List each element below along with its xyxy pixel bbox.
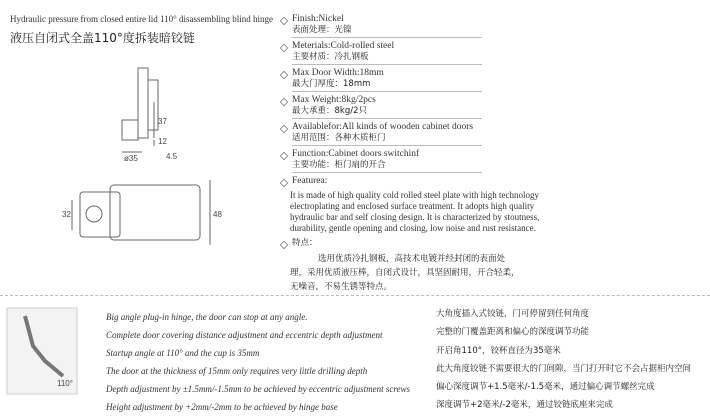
- hinge-angle-thumbnail: [5, 306, 80, 398]
- spec-row-available: [280, 122, 700, 146]
- features-label-cn: 特点：: [292, 238, 318, 248]
- features-label-en: Featurea:: [292, 176, 328, 186]
- dim-label-35: ø35: [124, 154, 138, 163]
- dim-label-45: 4.5: [166, 152, 178, 161]
- spec-cn: 表面处理：光镍: [292, 25, 352, 35]
- angle-label: 110°: [57, 379, 73, 388]
- spec-en: Meterials:Cold-rolled steel: [292, 41, 395, 51]
- note-cn-item: 此大角度铰链不需要很大的门间隙，当门打开时它不会占据柜内空间: [436, 363, 692, 374]
- spec-cn: 适用范围：各种木质柜门: [292, 133, 386, 143]
- spec-cn: 主要材质：冷扎钢板: [292, 52, 369, 62]
- spec-en: Availablefor:All kinds of wooden cabinet doors: [292, 122, 474, 132]
- bullet-icon: [280, 71, 288, 79]
- note-en-item: Depth adjustment by ±1.5mm/-1.5mm to be achieved by eccentric adjustment screws: [106, 384, 411, 394]
- bullet-icon: [280, 98, 288, 106]
- hinge-cup-outline: [122, 120, 138, 140]
- bullet-icon: [280, 125, 288, 133]
- bullet-icon: [280, 241, 288, 249]
- spec-en: Max Door Width:18mm: [292, 68, 384, 78]
- dim-label-48: 48: [213, 210, 222, 219]
- spec-en: Max Weight:8kg/2pcs: [292, 95, 376, 105]
- spec-en: Function:Cabinet doors switchinf: [292, 149, 420, 159]
- cup-circle: [86, 206, 102, 222]
- features-body-en: It is made of high quality cold rolled steel plate with high technology electroplating and enclosed surface treatment. It adopts high quality hydraulic bar and self closing design. It is characterized by stoutness, durability, gentle opening and closing, low noise and rust resistance.: [290, 190, 540, 233]
- hinge-side-view-drawing: [100, 60, 280, 170]
- note-en-item: The door at the thickness of 15mm only requires very little drilling depth: [106, 366, 368, 376]
- door-panel-outline: [138, 68, 148, 138]
- hinge-plan-view-drawing: [60, 170, 240, 255]
- bullet-icon: [280, 152, 288, 160]
- dim-label-12: 12: [158, 137, 167, 146]
- note-cn-item: 完整的门覆盖距离和偏心的深度调节功能: [436, 327, 590, 338]
- spec-row-weight: [280, 95, 700, 119]
- note-en-item: Startup angle at 110° and the cup is 35mm: [106, 348, 260, 358]
- spec-en: Finish:Nickel: [292, 14, 344, 24]
- specs-panel: [280, 14, 700, 294]
- notes-cn-list: [436, 305, 691, 415]
- spec-row-material: [280, 41, 700, 65]
- spec-row-finish: [280, 14, 700, 38]
- features-body-cn: 选用优质冷扎钢板，高技术电镀并经封闭的表面处理，采用优质液压棒，自闭式设计，具坚固耐用，开合轻柔，无噪音，不易生锈等特点。: [290, 254, 520, 292]
- spec-cn: 主要功能：柜门扇的开合: [292, 160, 386, 170]
- dim-label-32: 32: [62, 210, 71, 219]
- header-title-cn: 液压自闭式全盖110°度拆装暗铰链: [10, 31, 195, 45]
- note-cn-item: 大角度插入式铰链，门可停留到任何角度: [436, 309, 590, 319]
- dim-label-37: 37: [158, 117, 167, 126]
- spec-cn: 最大门厚度：18mm: [292, 79, 371, 89]
- hinge-arm-outline: [148, 80, 158, 130]
- spec-cn: 最大承重：8kg/2只: [292, 106, 367, 116]
- section-divider: [0, 295, 710, 296]
- header-title-en: Hydraulic pressure from closed entire lid 110° disassembling blind hinge: [10, 14, 273, 24]
- hinge-body-outline: [110, 185, 200, 240]
- note-en-item: Height adjustment by +2mm/-2mm to be achieved by hinge base: [106, 402, 338, 412]
- features-cn-header: [280, 238, 700, 249]
- note-en-item: Big angle plug-in hinge, the door can stop at any angle.: [106, 312, 308, 322]
- note-cn-item: 深度调节+2毫米/-2毫米，通过铰链底座来完成: [436, 400, 613, 411]
- bullet-icon: [280, 17, 288, 25]
- notes-en-list: [106, 308, 410, 416]
- note-cn-item: 开启角110°，铰杯直径为35毫米: [436, 345, 561, 356]
- bullet-icon: [280, 179, 288, 187]
- features-header: [280, 176, 700, 187]
- spec-row-function: [280, 149, 700, 173]
- note-en-item: Complete door covering distance adjustment and eccentric depth adjustment: [106, 330, 383, 340]
- spec-row-width: [280, 68, 700, 92]
- bullet-icon: [280, 44, 288, 52]
- note-cn-item: 偏心深度调节+1.5毫米/-1.5毫米，通过偏心调节螺丝完成: [436, 382, 655, 393]
